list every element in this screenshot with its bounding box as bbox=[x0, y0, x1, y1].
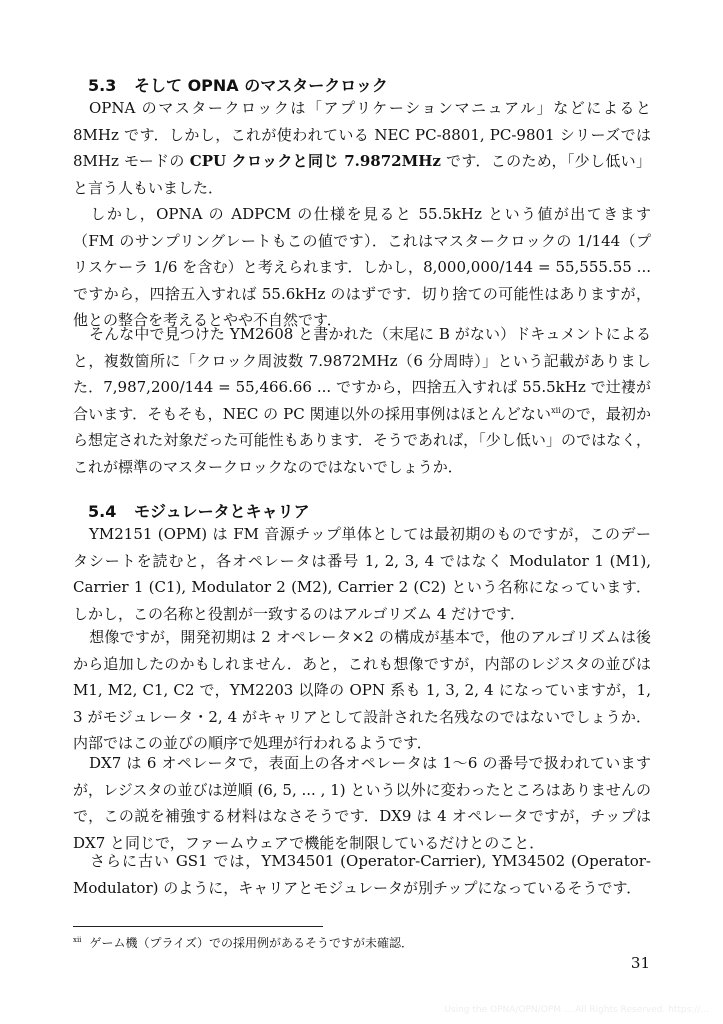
paragraph: さらに古い GS1 では，YM34501 (Operator-Carrier), YM34502 (Operator-Modulator) のように，キャリアとモジュレータが別チップになっているそうです． bbox=[73, 852, 651, 897]
paragraph: そんな中で見つけた YM2608 と書かれた（末尾に B がない）ドキュメントによると，複数箇所に「クロック周波数 7.9872MHz（6 分周時）」という記載がありました．7,987,200/144 = 55,466.66 ... ですから，四捨五入すれば 55.5kHz で辻褄が合います．そもそも，NEC の PC 関連以外の採用事例はほとんどない$^{xii}$ので，最初から想定された対象だった可能性もあります．そうであれば，「少し低い」のではなく，これが標準のマスタークロックなのではないでしょうか． bbox=[73, 325, 652, 476]
paragraph: 想像ですが，開発初期は 2 オペレータ×2 の構成が基本で，他のアルゴリズムは後から追加したのかもしれません．あと，これも想像ですが，内部のレジスタの並びは M1, M2, C1, C2 で，YM2203 以降の OPN 系も 1, 3, 2, 4 になっていますが，1, 3 がモジュレータ・2, 4 がキャリアとして設計された名残なのではないでしょうか．内部ではこの並びの順序で処理が行われるようです． bbox=[73, 628, 651, 753]
footnote-mark: xii bbox=[73, 936, 82, 944]
section-number: 5.4 bbox=[88, 502, 117, 521]
page-number: 31 bbox=[630, 954, 650, 972]
paragraph: DX7 は 6 オペレータで，表面上の各オペレータは 1〜6 の番号で扱われていますが，レジスタの並びは逆順 (6, 5, ... , 1) という以外に変わったところはありませんので，この説を補強する材料はなさそうです．DX9 は 4 オペレータですが，チップは DX7 と同じで，ファームウェアで機能を制限しているだけとのこと． bbox=[73, 754, 651, 852]
footnote bbox=[73, 932, 413, 951]
footnote-reference: xii bbox=[551, 405, 561, 415]
footnote-divider bbox=[73, 926, 323, 927]
footnote-text: ゲーム機（プライズ）での採用例があるそうですが未確認． bbox=[89, 936, 413, 950]
paragraph: YM2151 (OPM) は FM 音源チップ単体としては最初期のものですが，このデータシートを読むと，各オペレータは番号 1, 2, 3, 4 ではなく Modulator 1 (M1), Carrier 1 (C1), Modulator 2 (M2), Carrier 2 (C2) という名称になっています．しかし，この名称と役割が一致するのはアルゴリズム 4 だけです． bbox=[73, 525, 651, 623]
watermark-text: Using the OPNA/OPN/OPM ... All Rights Reserved. https://... bbox=[444, 1005, 709, 1015]
section-title: モジュレータとキャリア bbox=[134, 502, 310, 521]
paragraph: OPNA のマスタークロックは「アプリケーションマニュアル」などによると 8MHz です．しかし，これが使われている NEC PC-8801, PC-9801 シリーズでは 8MHz モードの CPU クロックと同じ 7.9872MHz です．このため，「少し低い」と言う人もいました． bbox=[73, 99, 651, 197]
section-heading-5-3 bbox=[88, 76, 388, 96]
section-heading-5-4 bbox=[88, 502, 310, 522]
paragraph: しかし，OPNA の ADPCM の仕様を見ると 55.5kHz という値が出てきます（FM のサンプリングレートもこの値です）．これはマスタークロックの 1/144（プリスケーラ 1/6 を含む）と考えられます．しかし，8,000,000/144 = 55,555.55 ... ですから，四捨五入すれば 55.6kHz のはずです．切り捨ての可能性はありますが，他との整合を考えるとやや不自然です． bbox=[73, 205, 651, 330]
section-title: そして OPNA のマスタークロック bbox=[134, 76, 388, 95]
emphasis-text: CPU クロックと同じ 7.9872MHz bbox=[189, 152, 441, 171]
section-number: 5.3 bbox=[88, 76, 117, 95]
